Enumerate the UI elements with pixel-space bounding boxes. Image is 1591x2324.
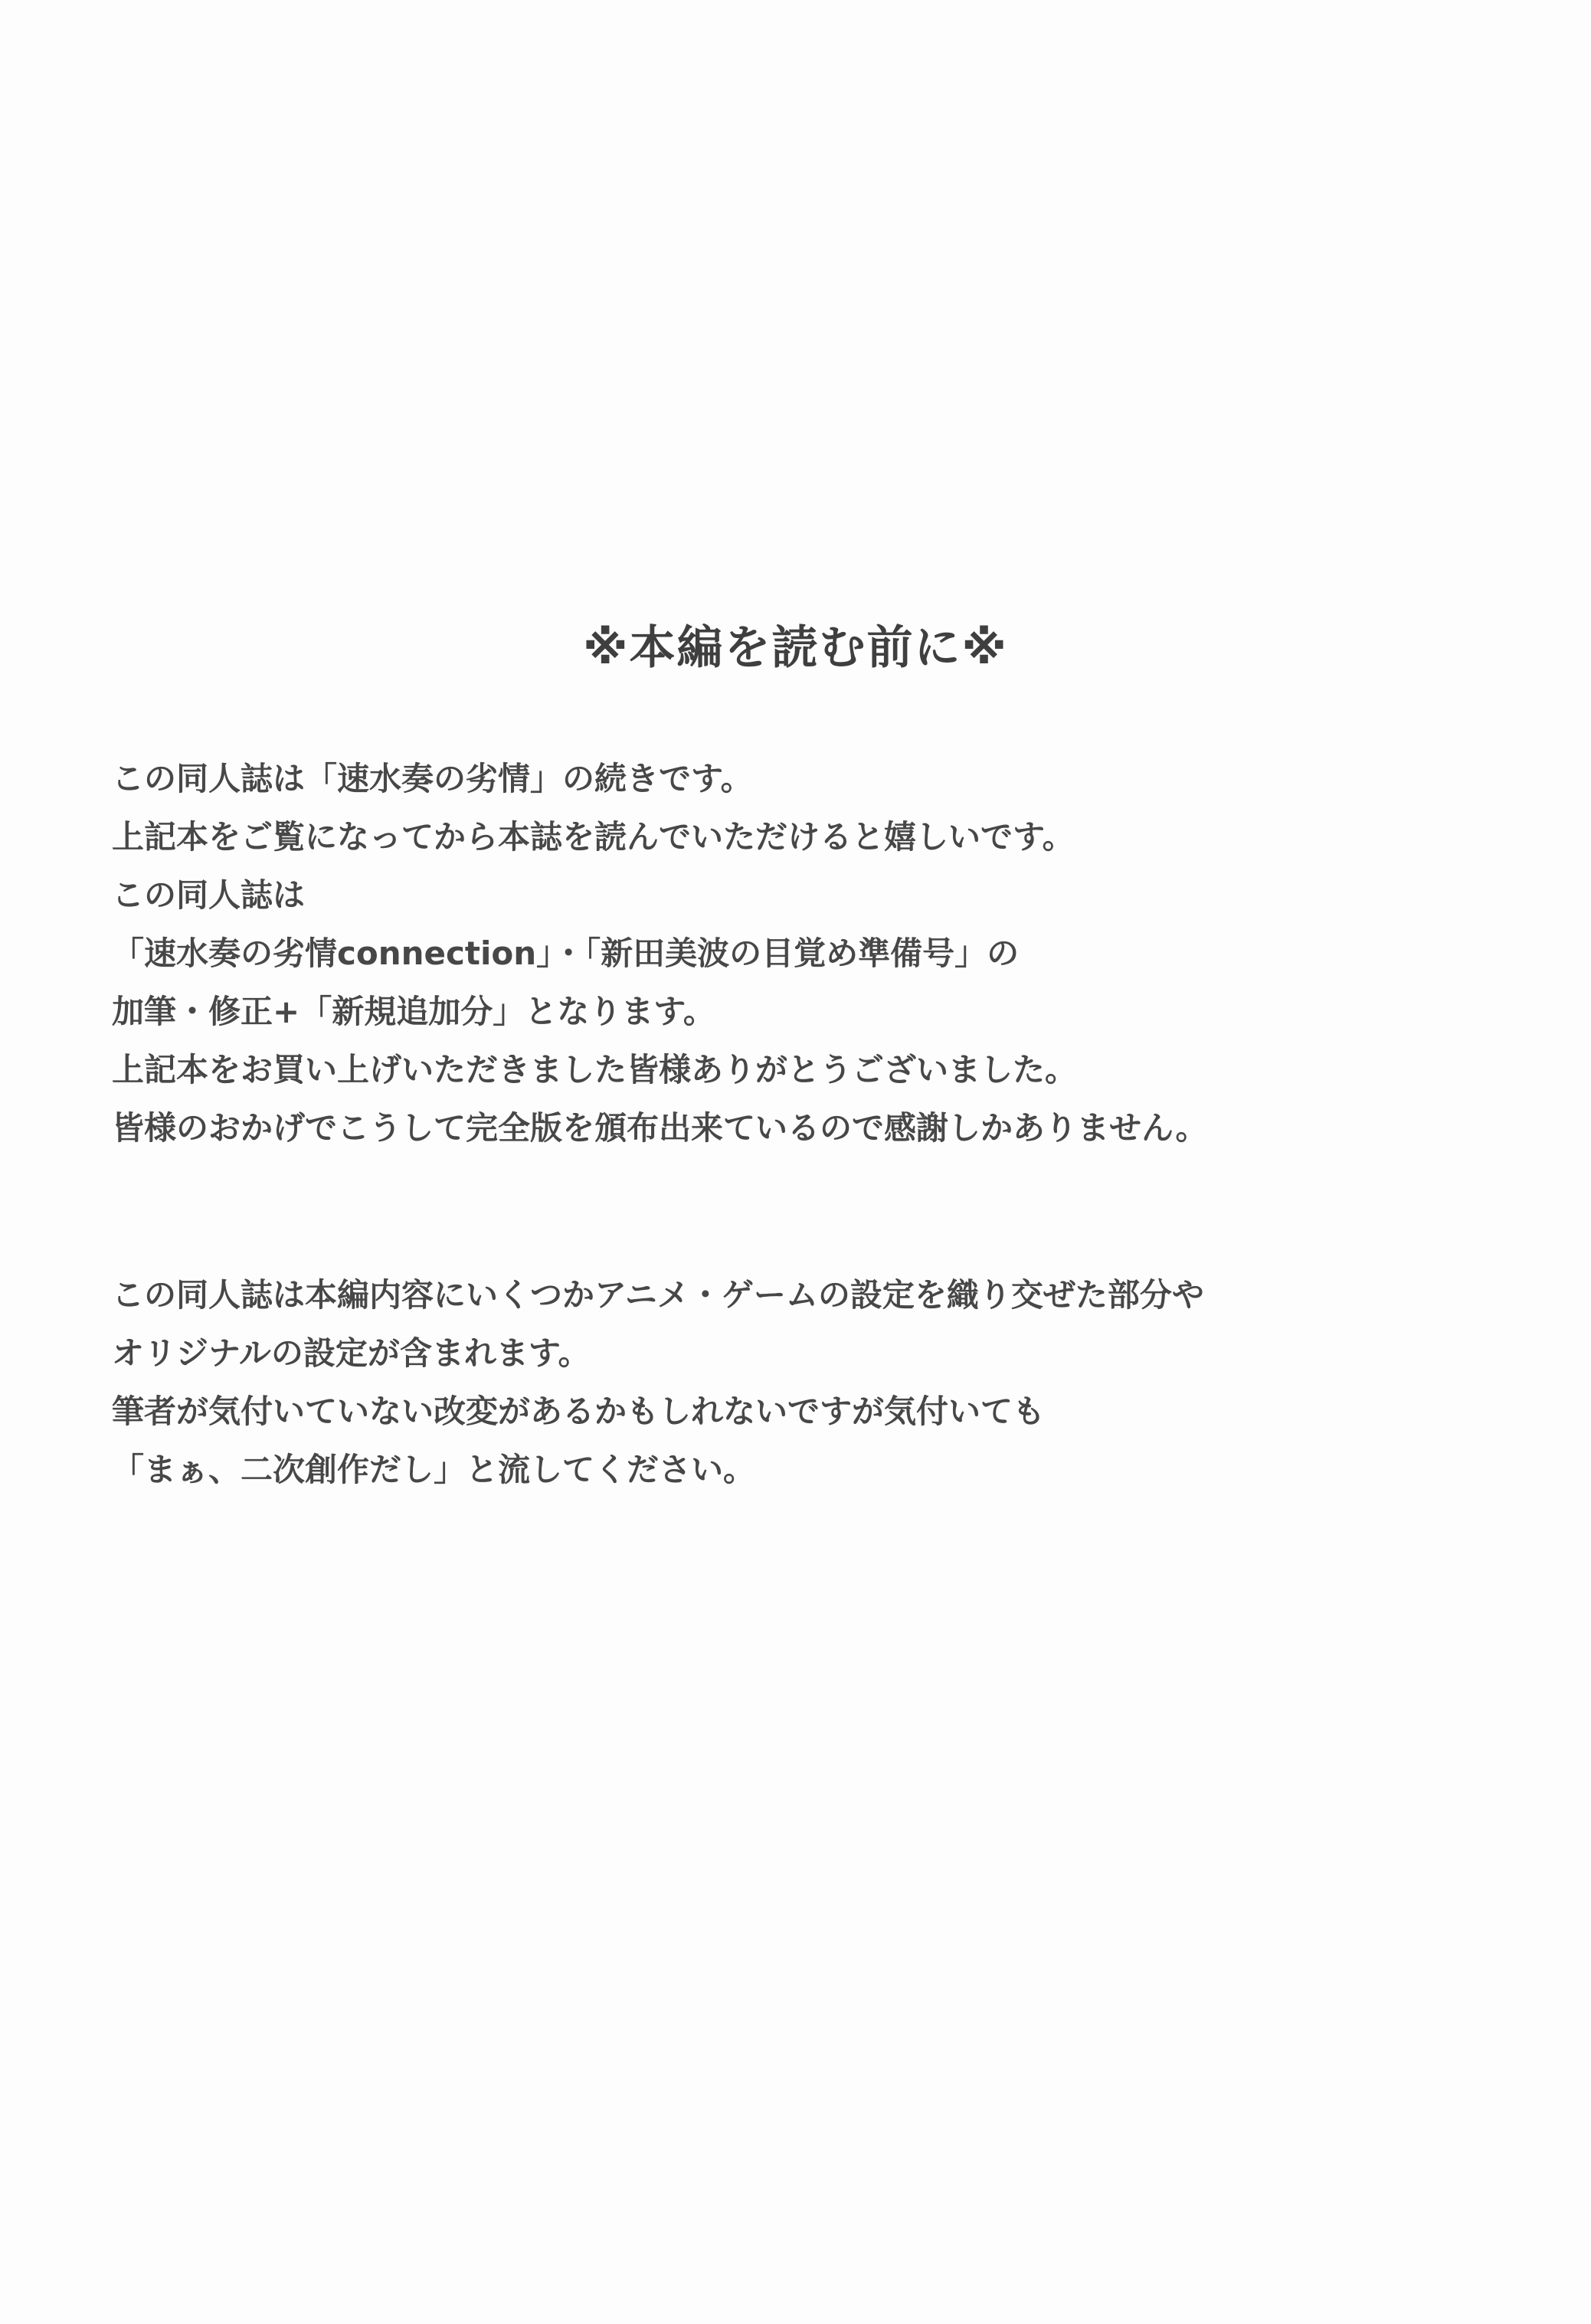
text-line: 「まぁ、二次創作だし」と流してください。 <box>112 1451 756 1488</box>
text-line: 上記本をお買い上げいただきました皆様ありがとうございました。 <box>112 1051 1078 1088</box>
notice-paragraph-1 <box>112 760 1537 1167</box>
text-line: 皆様のおかげでこうして完全版を頒布出来ているので感謝しかありません。 <box>112 1109 1208 1147</box>
text-line: この同人誌は本編内容にいくつかアニメ・ゲームの設定を織り交ぜた部分や <box>112 1276 1204 1314</box>
text-line: 上記本をご覧になってから本誌を読んでいただけると嬉しいです。 <box>112 818 1075 856</box>
text-line: 加筆・修正+「新規追加分」となります。 <box>112 993 715 1030</box>
text-line: オリジナルの設定が含まれます。 <box>112 1334 591 1372</box>
text-line: この同人誌は「速水奏の劣情」の続きです。 <box>112 760 753 797</box>
text-line: 「速水奏の劣情connection」・「新田美波の目覚め準備号」の <box>112 935 1020 972</box>
text-line: 筆者が気付いていない改変があるかもしれないですが気付いても <box>112 1393 1046 1430</box>
text-line: この同人誌は <box>112 876 306 914</box>
page-title: ※本編を読む前に※ <box>583 621 1008 675</box>
notice-paragraph-2 <box>112 1276 1537 1509</box>
